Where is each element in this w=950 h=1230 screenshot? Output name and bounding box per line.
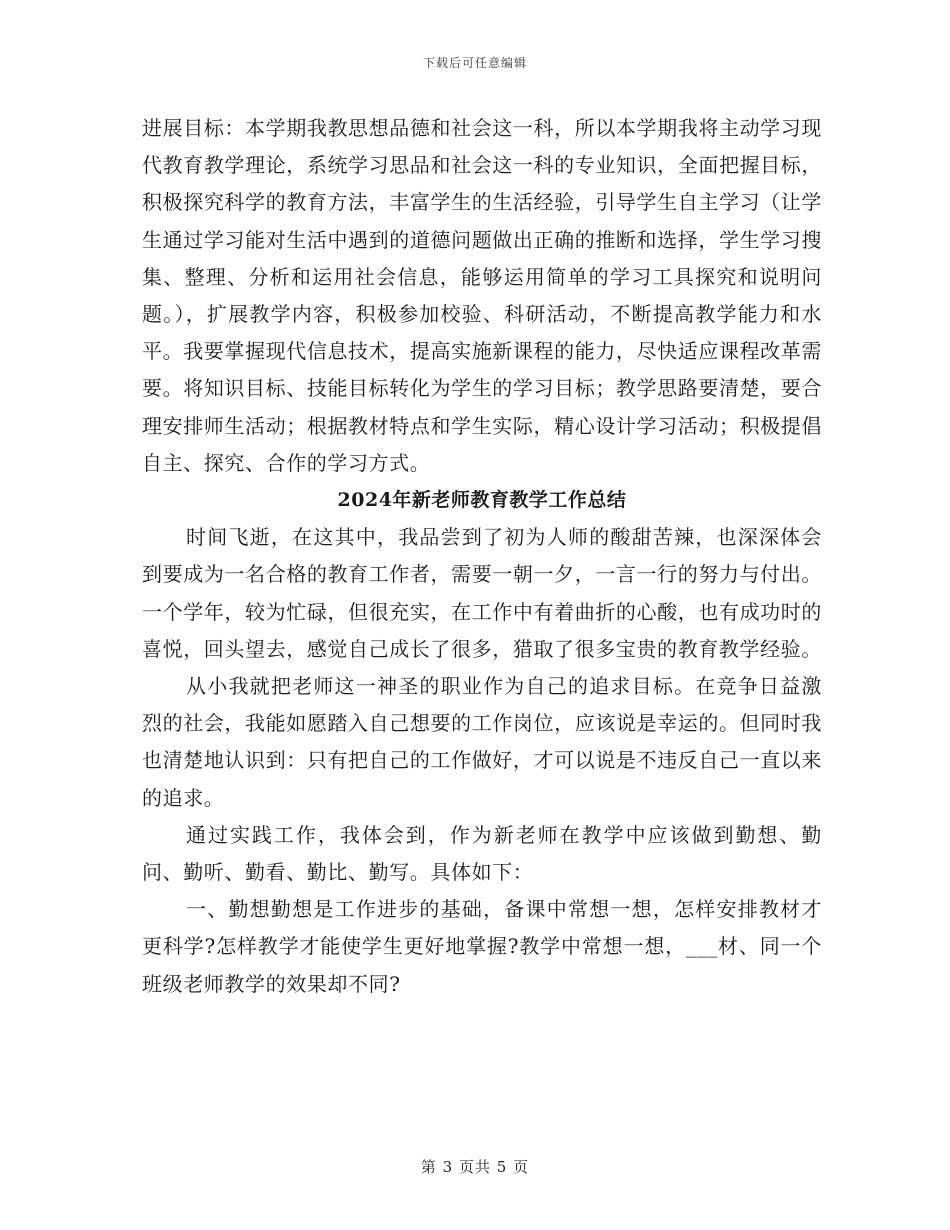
paragraph-intro: 时间飞逝，在这其中，我品尝到了初为人师的酸甜苦辣，也深深体会到要成为一名合格的教育工作者，需要一朝一夕，一言一行的努力与付出。一个学年，较为忙碌，但很充实，在工作中有着曲折的心酸，也有成功时的喜悦，回头望去，感觉自己成长了很多，猎取了很多宝贵的教育教学经验。 <box>142 525 822 661</box>
paragraph-goals: 进展目标：本学期我教思想品德和社会这一科，所以本学期我将主动学习现代教育教学理论，系统学习思品和社会这一科的专业知识，全面把握目标，积极探究科学的教育方法，丰富学生的生活经验，引导学生自主学习（让学生通过学习能对生活中遇到的道德问题做出正确的推断和选择，学生学习搜集、整理、分析和运用社会信息，能够运用简单的学习工具探究和说明问题。），扩展教学内容，积极参加校验、科研活动，不断提高教学能力和水平。我要掌握现代信息技术，提高实施新课程的能力，尽快适应课程改革需要。将知识目标、技能目标转化为学生的学习目标；教学思路要清楚，要合理安排师生活动；根据教材特点和学生实际，精心设计学习活动；积极提倡自主、探究、合作的学习方式。 <box>142 116 822 475</box>
section-title: 2024年新老师教育教学工作总结 <box>337 489 627 512</box>
document-body <box>142 110 822 1003</box>
page-number: 第 3 页共 5 页 <box>420 1158 530 1176</box>
paragraph-think-more: 一、勤想勤想是工作进步的基础，备课中常想一想，怎样安排教材才更科学?怎样教学才能使学生更好地掌握?教学中常想一想，___材、同一个班级老师教学的效果却不同? <box>142 897 822 996</box>
paragraph-aspiration: 从小我就把老师这一神圣的职业作为自己的追求目标。在竞争日益激烈的社会，我能如愿踏入自己想要的工作岗位，应该说是幸运的。但同时我也清楚地认识到：只有把自己的工作做好，才可以说是不违反自己一直以来的追求。 <box>142 674 822 810</box>
paragraph-practice: 通过实践工作，我体会到，作为新老师在教学中应该做到勤想、勤问、勤听、勤看、勤比、勤写。具体如下： <box>142 822 822 885</box>
page-header: 下载后可任意编辑 <box>422 56 527 70</box>
